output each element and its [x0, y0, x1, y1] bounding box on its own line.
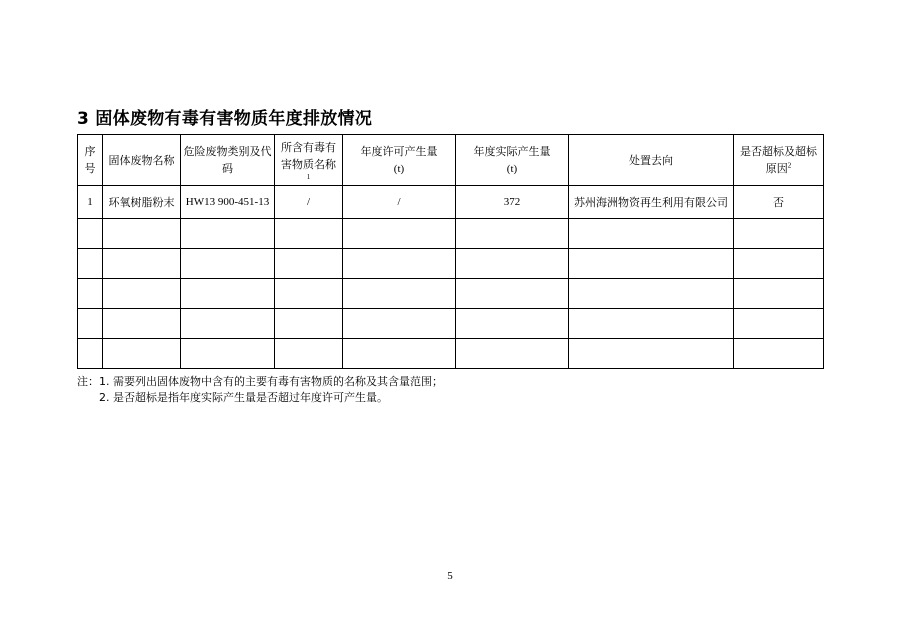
header-exceed-label: 是否超标及超标原因 — [740, 145, 817, 175]
table-row-empty — [78, 339, 824, 369]
table-row-empty — [78, 249, 824, 279]
table-row — [78, 186, 824, 219]
header-actual-label: 年度实际产生量 — [473, 144, 551, 158]
solid-waste-table — [77, 134, 824, 369]
footnote-marker-2: 2 — [787, 161, 792, 170]
page-number: 5 — [447, 570, 453, 582]
cell-waste-name: 环氧树脂粉末 — [103, 186, 181, 219]
header-hazard-code: 危险废物类别及代码 — [181, 135, 275, 186]
cell-exceed: 否 — [734, 186, 824, 219]
cell-actual-amount: 372 — [456, 186, 569, 219]
table-row-empty — [78, 309, 824, 339]
header-waste-name: 固体废物名称 — [103, 135, 181, 186]
header-toxic-substance-label: 所含有毒有害物质名称 — [281, 141, 336, 171]
footnote-marker-1: 1 — [306, 173, 311, 181]
cell-hazard-code: HW13 900-451-13 — [181, 186, 275, 219]
header-actual-amount — [456, 135, 569, 186]
section-title: 3 固体废物有毒有害物质年度排放情况 — [77, 109, 373, 129]
cell-seq: 1 — [78, 186, 103, 219]
header-disposal: 处置去向 — [569, 135, 734, 186]
table-notes — [77, 374, 443, 406]
cell-disposal: 苏州海洲物资再生利用有限公司 — [569, 186, 734, 219]
header-permitted-amount — [343, 135, 456, 186]
header-permitted-label: 年度许可产生量 — [360, 144, 438, 158]
cell-permitted-amount: / — [343, 186, 456, 219]
header-seq: 序号 — [78, 135, 103, 186]
cell-toxic-substance: / — [275, 186, 343, 219]
header-toxic-substance — [275, 135, 343, 186]
note-line-2: 2. 是否超标是指年度实际产生量是否超过年度许可产生量。 — [99, 391, 388, 404]
table-header-row — [78, 135, 824, 186]
header-actual-unit: (t) — [506, 162, 518, 175]
header-permitted-unit: (t) — [393, 162, 405, 175]
table-row-empty — [78, 219, 824, 249]
note-line-1: 注：1. 需要列出固体废物中含有的主要有毒有害物质的名称及其含量范围； — [77, 375, 443, 388]
table-row-empty — [78, 279, 824, 309]
header-exceed — [734, 135, 824, 186]
